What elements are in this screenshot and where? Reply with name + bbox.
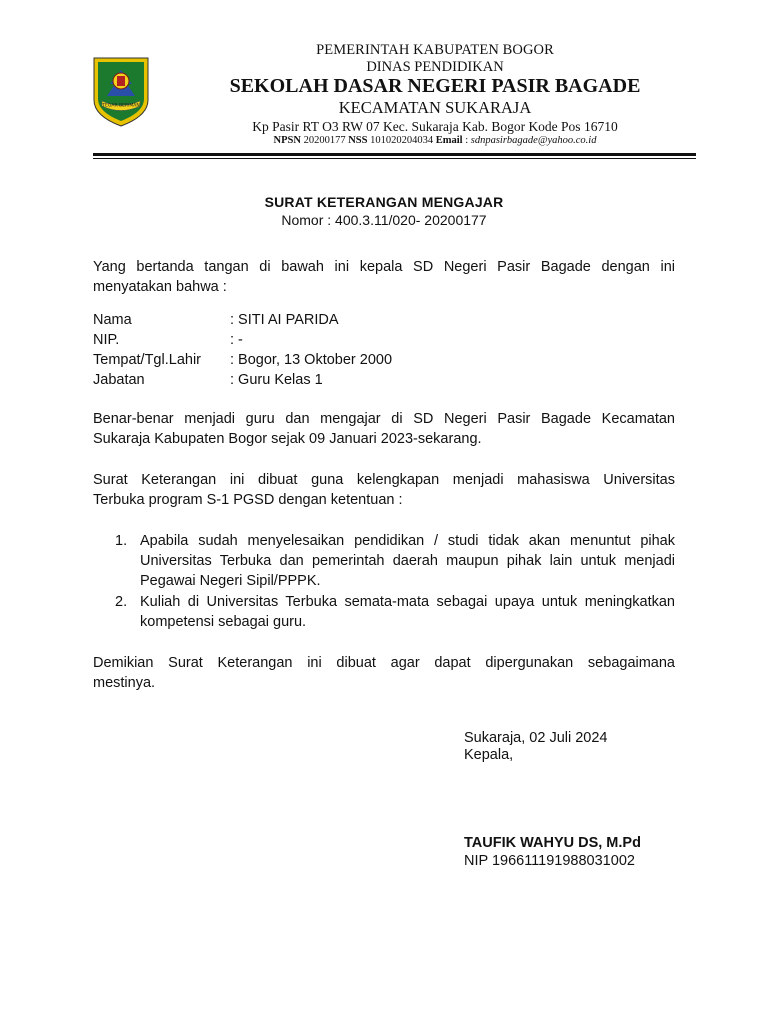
letterhead-district: KECAMATAN SUKARAJA (338, 98, 532, 117)
purpose-paragraph: Surat Keterangan ini dibuat guna kelengkapan menjadi mahasiswa Universitas Terbuka program S-1 PGSD dengan ketentuan : (93, 472, 675, 508)
closing-paragraph: Demikian Surat Keterangan ini dibuat agar dapat dipergunakan sebagaimana mestinya. (93, 655, 675, 691)
letterhead-address: Kp Pasir RT O3 RW 07 Kec. Sukaraja Kab. Bogor Kode Pos 16710 (252, 119, 618, 134)
kabupaten-bogor-logo (88, 54, 154, 128)
signature-place-date: Sukaraja, 02 Juli 2024 (464, 730, 608, 746)
letterhead-department: DINAS PENDIDIKAN (366, 59, 504, 75)
intro-paragraph: Yang bertanda tangan di bawah ini kepala SD Negeri Pasir Bagade dengan ini menyatakan bahwa : (93, 259, 675, 295)
letterhead-government: PEMERINTAH KABUPATEN BOGOR (316, 42, 554, 58)
document-title: SURAT KETERANGAN MENGAJAR (264, 194, 504, 210)
letterhead-divider-thick (93, 153, 696, 156)
letterhead-identifiers: NPSN 20200177 NSS 101020204034 Email : sdnpasirbagade@yahoo.co.id (273, 135, 597, 146)
document-number: Nomor : 400.3.11/020- 20200177 (281, 212, 487, 228)
letterhead-school-name: SEKOLAH DASAR NEGERI PASIR BAGADE (229, 75, 641, 97)
letterhead-divider-thin (93, 158, 696, 159)
signatory-nip: NIP 196611191988031002 (464, 853, 635, 869)
svg-text:TEGAR BERIMAN: TEGAR BERIMAN (102, 103, 140, 109)
signature-position: Kepala, (464, 747, 514, 763)
statement-paragraph: Benar-benar menjadi guru dan mengajar di SD Negeri Pasir Bagade Kecamatan Sukaraja Kabupaten Bogor sejak 09 Januari 2023-sekarang. (93, 411, 675, 447)
signatory-name: TAUFIK WAHYU DS, M.Pd (464, 835, 641, 851)
